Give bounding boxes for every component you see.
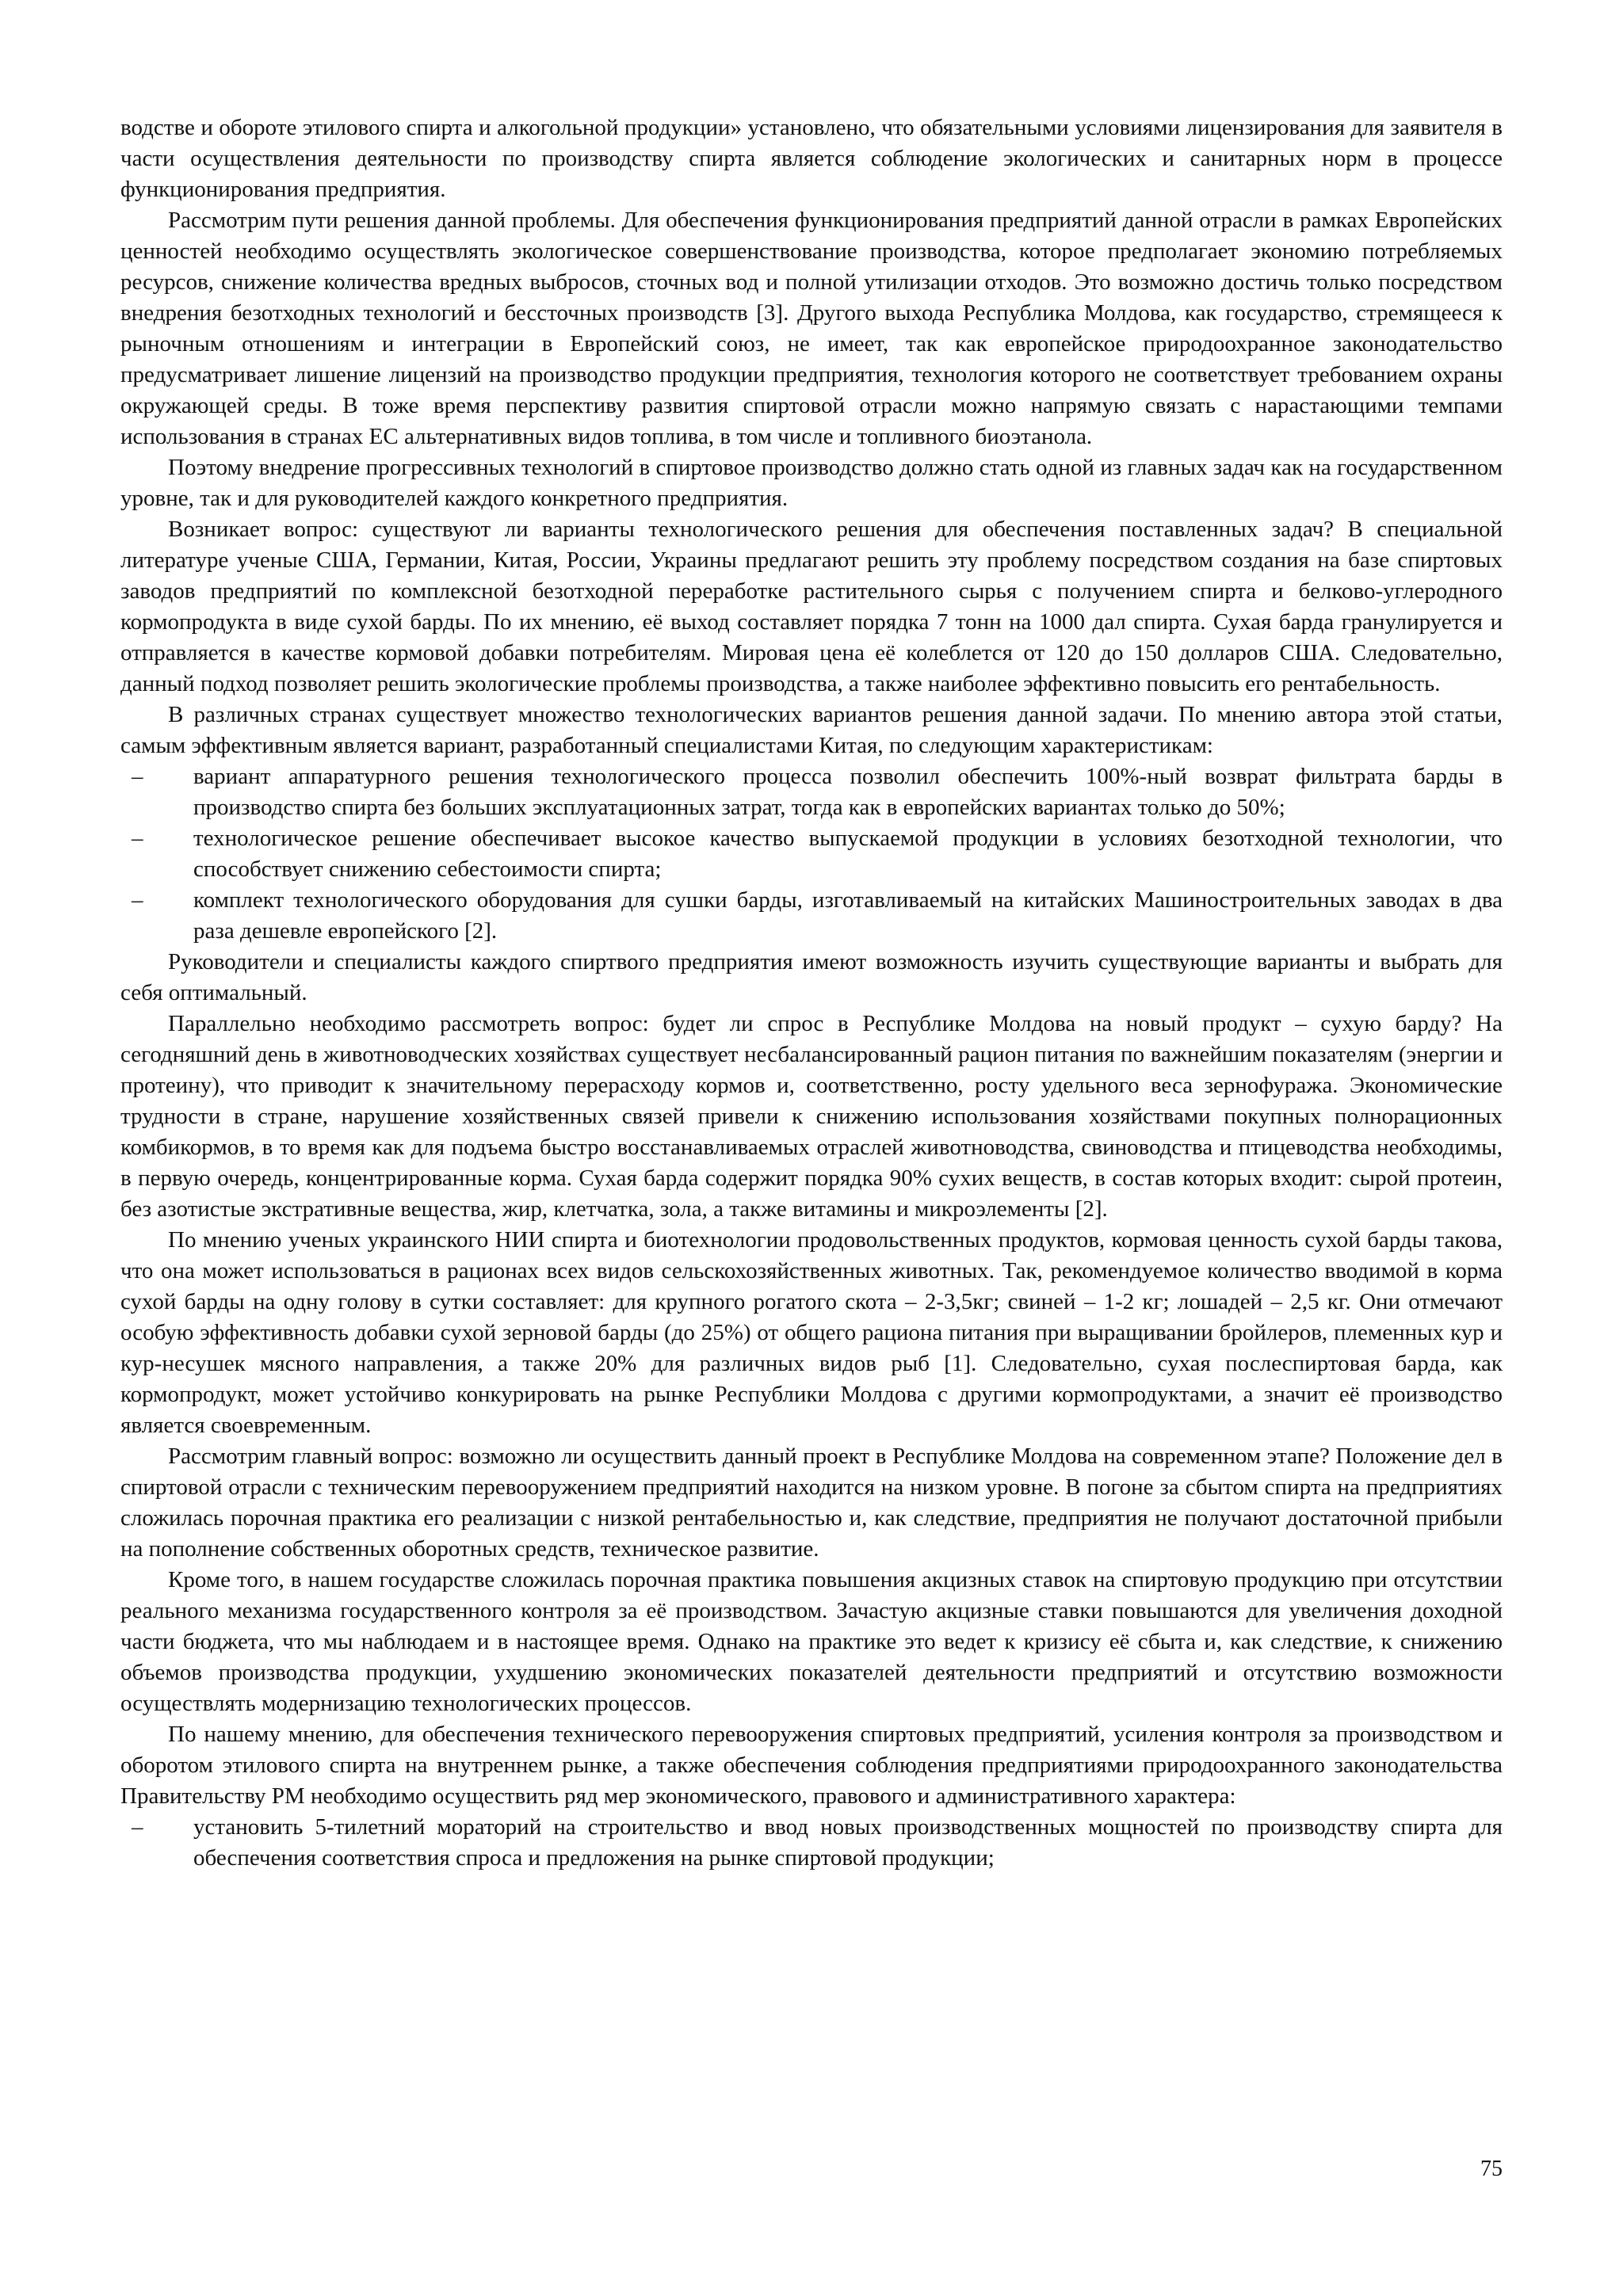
paragraph-technology-question: Возникает вопрос: существуют ли варианты технологического решения для обеспечения поставленных задач? В специальной литературе ученые США, Германии, Китая, России, Украины предлагают решить эту проблему посредством создания на базе спиртовых заводов предприятий по комплексной безотходной переработке растительного сырья с получением спирта и белково-углеродного кормопродукта в виде сухой барды. По их мнению, её выход составляет порядка 7 тонн на 1000 дал спирта. Сухая барда гранулируется и отправляется в качестве кормовой добавки потребителям. Мировая цена её колеблется от 120 до 150 долларов США. Следовательно, данный подход позволяет решить экологические проблемы производства, а также наиболее эффективно повысить его рентабельность. (120, 517, 1503, 696)
list-item (120, 823, 1503, 885)
article-body (120, 113, 1503, 1874)
page-number: 75 (1480, 2157, 1503, 2181)
dash-bullet: – (132, 887, 143, 913)
paragraph-solution-paths: Рассмотрим пути решения данной проблемы. Для обеспечения функционирования предприятий данной отрасли в рамках Европейских ценностей необходимо осуществлять экологическое совершенствование производства, которое предполагает экономию потребляемых ресурсов, снижение количества вредных выбросов, сточных вод и полной утилизации отходов. Это возможно достичь только посредством внедрения безотходных технологий и бессточных производств [3]. Другого выхода Республика Молдова, как государство, стремящееся к рыночным отношениям и интеграции в Европейский союз, не имеет, так как европейское природоохранное законодательство предусматривает лишение лицензий на производство продукции предприятия, технология которого не соответствует требованием охраны окружающей среды. В тоже время перспективу развития спиртовой отрасли можно напрямую связать с нарастающими темпами использования в странах ЕС альтернативных видов топлива, в том числе и топливного биоэтанола. (120, 208, 1503, 449)
paragraph-excise-practice: Кроме того, в нашем государстве сложилась порочная практика повышения акцизных ставок на спиртовую продукцию при отсутствии реального механизма государственного контроля за её производством. Зачастую акцизные ставки повышаются для увеличения доходной части бюджета, что мы наблюдаем и в настоящее время. Однако на практике это ведет к кризису её сбыта и, как следствие, к снижению объемов производства продукции, ухудшению экономических показателей деятельности предприятий и отсутствию возможности осуществлять модернизацию технологических процессов. (120, 1567, 1503, 1716)
paragraph-feed-value: По мнению ученых украинского НИИ спирта и биотехнологии продовольственных продуктов, кормовая ценность сухой барды такова, что она может использоваться в рационах всех видов сельскохозяйственных животных. Так, рекомендуемое количество вводимой в корма сухой барды на одну голову в сутки составляет: для крупного рогатого скота – 2-3,5кг; свиней – 1-2 кг; лошадей – 2,5 кг. Они отмечают особую эффективность добавки сухой зерновой барды (до 25%) от общего рациона питания при выращивании бройлеров, племенных кур и кур-несушек мясного направления, а также 20% для различных видов рыб [1]. Следовательно, сухая послеспиртовая барда, как кормопродукт, может устойчиво конкурировать на рынке Республики Молдова с другими кормопродуктами, а значит её производство является своевременным. (120, 1227, 1503, 1438)
list-item-text: вариант аппаратурного решения технологического процесса позволил обеспечить 100%-ный возврат фильтрата барды в производство спирта без больших эксплуатационных затрат, тогда как в европейских вариантах только до 50%; (193, 764, 1503, 820)
paragraph-managers-options: Руководители и специалисты каждого спиртвого предприятия имеют возможность изучить существующие варианты и выбрать для себя оптимальный. (120, 949, 1503, 1005)
paragraph-continuation: водстве и обороте этилового спирта и алкогольной продукции» установлено, что обязательными условиями лицензирования для заявителя в части осуществления деятельности по производству спирта является соблюдение экологических и санитарных норм в процессе функционирования предприятия. (120, 115, 1503, 202)
paragraph-government-measures: По нашему мнению, для обеспечения технического перевооружения спиртовых предприятий, усиления контроля за производством и оборотом этилового спирта на внутреннем рынке, а также обеспечения соблюдения предприятиями природоохранного законодательства Правительству РМ необходимо осуществить ряд мер экономического, правового и административного характера: (120, 1722, 1503, 1809)
china-variant-list (120, 761, 1503, 947)
list-item-text: технологическое решение обеспечивает высокое качество выпускаемой продукции в условиях безотходной технологии, что способствует снижению себестоимости спирта; (193, 826, 1503, 882)
paragraph-variants-intro: В различных странах существует множество технологических вариантов решения данной задачи. По мнению автора этой статьи, самым эффективным является вариант, разработанный специалистами Китая, по следующим характеристикам: (120, 702, 1503, 758)
paragraph-main-question: Рассмотрим главный вопрос: возможно ли осуществить данный проект в Республике Молдова на современном этапе? Положение дел в спиртовой отрасли с техническим перевооружением предприятий находится на низком уровне. В погоне за сбытом спирта на предприятиях сложилась порочная практика его реализации с низкой рентабельностью и, как следствие, предприятия не получают достаточной прибыли на пополнение собственных оборотных средств, техническое развитие. (120, 1444, 1503, 1562)
dash-bullet: – (132, 764, 143, 789)
list-item (120, 761, 1503, 823)
government-measures-list (120, 1812, 1503, 1874)
list-item (120, 1812, 1503, 1874)
dash-bullet: – (132, 826, 143, 851)
paragraph-progressive-technologies: Поэтому внедрение прогрессивных технологий в спиртовое производство должно стать одной из главных задач как на государственном уровне, так и для руководителей каждого конкретного предприятия. (120, 455, 1503, 511)
list-item-text: установить 5-тилетний мораторий на строительство и ввод новых производственных мощностей по производству спирта для обеспечения соответствия спроса и предложения на рынке спиртовой продукции; (193, 1814, 1503, 1871)
list-item (120, 885, 1503, 947)
paragraph-demand-question: Параллельно необходимо рассмотреть вопрос: будет ли спрос в Республике Молдова на новый продукт – сухую барду? На сегодняшний день в животноводческих хозяйствах существует несбалансированный рацион питания по важнейшим показателям (энергии и протеину), что приводит к значительному перерасходу кормов и, соответственно, росту удельного веса зернофуража. Экономические трудности в стране, нарушение хозяйственных связей привели к снижению использования хозяйствами покупных полнорационных комбикормов, в то время как для подъема быстро восстанавливаемых отраслей животноводства, свиноводства и птицеводства необходимы, в первую очередь, концентрированные корма. Сухая барда содержит порядка 90% сухих веществ, в состав которых входит: сырой протеин, без азотистые экстративные вещества, жир, клетчатка, зола, а также витамины и микроэлементы [2]. (120, 1011, 1503, 1222)
dash-bullet: – (132, 1814, 143, 1840)
list-item-text: комплект технологического оборудования для сушки барды, изготавливаемый на китайских Машиностроительных заводах в два раза дешевле европейского [2]. (193, 887, 1503, 944)
